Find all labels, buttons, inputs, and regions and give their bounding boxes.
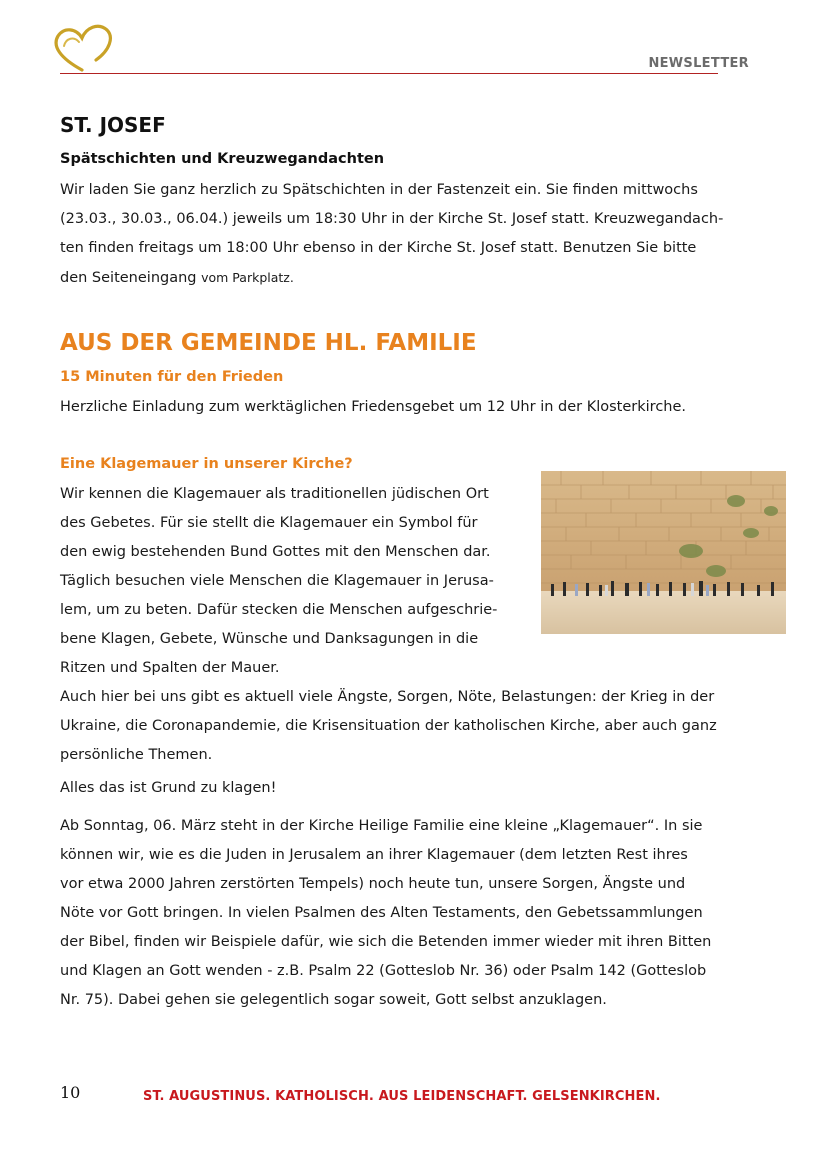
paragraph-st-josef [60, 176, 723, 293]
heart-logo-icon [52, 24, 114, 74]
text-line: Wir laden Sie ganz herzlich zu Spätschichten in der Fastenzeit ein. Sie finden mittwochs [60, 182, 698, 198]
paragraph-klagemauer-kirche [60, 812, 711, 1015]
paragraph-friedensgebet [60, 393, 686, 422]
subtitle-15-minuten: 15 Minuten für den Frieden [60, 369, 284, 385]
newsletter-label: NEWSLETTER [648, 56, 749, 71]
western-wall-illustration [541, 471, 786, 634]
section-subtitle-spaetschichten: Spätschichten und Kreuzwegandachten [60, 151, 385, 167]
text-line: Ritzen und Spalten der Mauer. [60, 660, 280, 676]
text-fragment-small: vom Parkplatz. [201, 270, 294, 285]
paragraph-grund-zu-klagen [60, 774, 276, 803]
text-line [60, 263, 723, 293]
text-line: können wir, wie es die Juden in Jerusalem an ihrer Klagemauer (dem letzten Rest ihres [60, 847, 688, 863]
text-line: Nr. 75). Dabei gehen sie gelegentlich sogar soweit, Gott selbst anzuklagen. [60, 992, 607, 1008]
text-line: lem, um zu beten. Dafür stecken die Menschen aufgeschrie- [60, 602, 498, 618]
footer-slogan: ST. AUGUSTINUS. KATHOLISCH. AUS LEIDENSCHAFT. GELSENKIRCHEN. [143, 1089, 661, 1104]
text-line: vor etwa 2000 Jahren zerstörten Tempels) noch heute tun, unsere Sorgen, Ängste und [60, 876, 686, 892]
section-title-st-josef: ST. JOSEF [60, 113, 166, 137]
text-line: ten finden freitags um 18:00 Uhr ebenso in der Kirche St. Josef statt. Benutzen Sie bitte [60, 240, 697, 256]
section-title-hl-familie: AUS DER GEMEINDE HL. FAMILIE [60, 330, 477, 356]
text-line: Alles das ist Grund zu klagen! [60, 780, 277, 796]
subtitle-klagemauer: Eine Klagemauer in unserer Kirche? [60, 456, 353, 472]
text-line: bene Klagen, Gebete, Wünsche und Danksagungen in die [60, 631, 479, 647]
text-fragment: den Seiteneingang [60, 270, 202, 286]
page-number: 10 [60, 1083, 81, 1102]
text-line: und Klagen an Gott wenden - z.B. Psalm 22 (Gotteslob Nr. 36) oder Psalm 142 (Gotteslob [60, 963, 707, 979]
text-line: Ab Sonntag, 06. März steht in der Kirche Heilige Familie eine kleine „Klagemauer“. In sie [60, 818, 703, 834]
text-line: Auch hier bei uns gibt es aktuell viele Ängste, Sorgen, Nöte, Belastungen: der Krieg in der [60, 689, 715, 705]
text-line: der Bibel, finden wir Beispiele dafür, wie sich die Betenden immer wieder mit ihren Bitten [60, 934, 712, 950]
western-wall-photo [541, 471, 786, 634]
text-line: Ukraine, die Coronapandemie, die Krisensituation der katholischen Kirche, aber auch ganz [60, 718, 717, 734]
text-line: Herzliche Einladung zum werktäglichen Friedensgebet um 12 Uhr in der Klosterkirche. [60, 399, 687, 415]
text-line: den ewig bestehenden Bund Gottes mit den Menschen dar. [60, 544, 491, 560]
text-line: des Gebetes. Für sie stellt die Klagemauer ein Symbol für [60, 515, 478, 531]
header-divider [60, 73, 718, 74]
text-line: Nöte vor Gott bringen. In vielen Psalmen des Alten Testaments, den Gebetssammlungen [60, 905, 703, 921]
text-line: (23.03., 30.03., 06.04.) jeweils um 18:30 Uhr in der Kirche St. Josef statt. Kreuzwegandach- [60, 211, 724, 227]
text-line: persönliche Themen. [60, 747, 213, 763]
text-line: Täglich besuchen viele Menschen die Klagemauer in Jerusa- [60, 573, 494, 589]
text-line: Wir kennen die Klagemauer als traditionellen jüdischen Ort [60, 486, 489, 502]
